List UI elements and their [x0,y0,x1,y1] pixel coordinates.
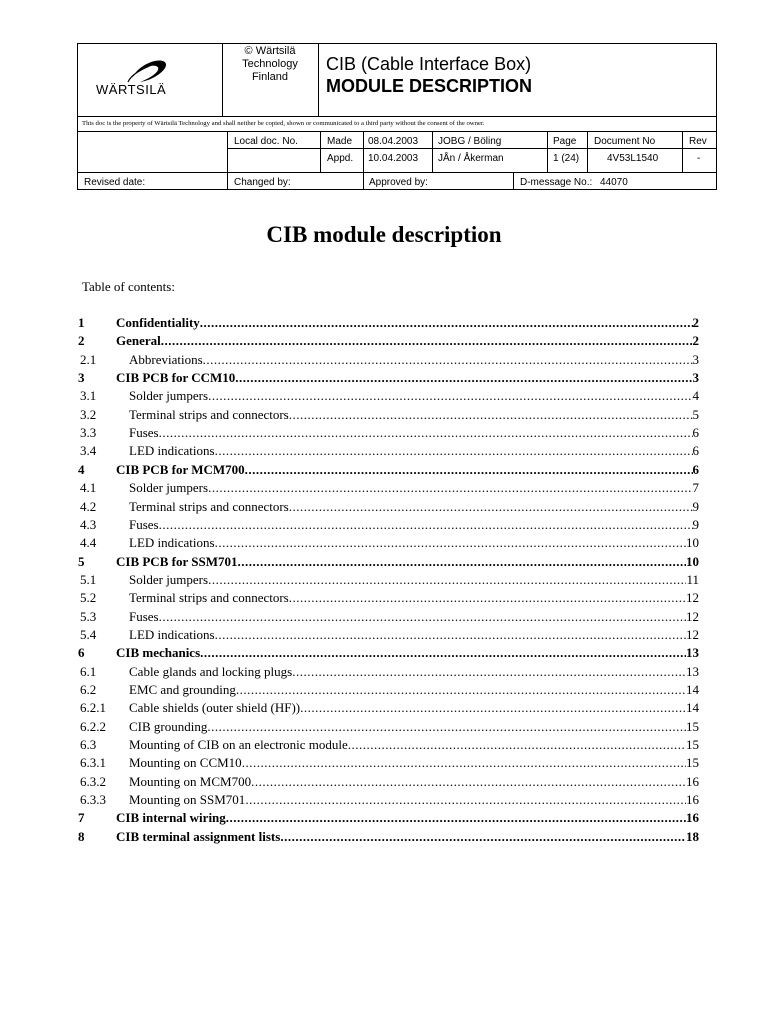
rev-label: Rev [689,136,707,147]
toc-entry-number: 6.3.2 [80,773,106,789]
toc-entry[interactable] [78,424,699,442]
toc-entry-title: Confidentiality [116,315,200,330]
toc-entry[interactable] [78,332,699,350]
toc-leader-dots [348,736,686,754]
toc-entry-number: 5.2 [80,590,97,606]
toc-entry-title: Terminal strips and connectors [129,590,289,606]
toc-entry-title: Terminal strips and connectors [129,406,289,422]
toc-entry-title: Cable glands and locking plugs [129,663,293,679]
toc-entry-page: 6 [692,425,699,441]
company-line-2: Technology [242,58,298,70]
toc-entry-number: 6.3.1 [80,755,106,771]
d-message-value: 44070 [600,177,628,188]
toc-entry[interactable] [78,589,699,607]
toc-entry-title: CIB terminal assignment lists [116,828,281,844]
toc-entry-page: 3 [692,370,699,386]
toc-entry-title: Abbreviations [129,351,203,367]
toc-entry-page: 3 [692,351,699,367]
toc-entry-number: 3 [78,370,85,386]
toc-entry-number: 3.4 [80,443,97,459]
toc-entry[interactable] [78,461,699,479]
toc-entry-number: 4.3 [80,516,97,532]
toc-entry-title: Mounting of CIB on an electronic module [129,737,348,753]
toc-entry-page: 6 [692,461,699,477]
toc-leader-dots [251,773,686,791]
document-no-value: 4V53L1540 [607,153,659,164]
toc-entry-number: 5.3 [80,608,97,624]
toc-entry-page: 18 [686,828,699,844]
toc-entry-title: Fuses [129,425,159,441]
toc-entry-number: 6 [78,645,85,661]
toc-entry[interactable] [78,773,699,791]
toc-entry-number: 5 [78,553,85,569]
toc-entry-number: 3.2 [80,406,97,422]
toc-entry-page: 2 [692,333,699,349]
toc-entry-number: 3.1 [80,388,97,404]
toc-entry-page: 13 [686,645,699,661]
logo-text: WÄRTSILÄ [96,82,167,97]
toc-entry-page: 12 [686,590,699,606]
toc-entry-title: LED indications [129,626,215,642]
toc-entry-page: 16 [686,773,699,789]
approved-by-label: Approved by: [369,177,428,188]
toc-leader-dots [161,332,693,350]
toc-heading: Table of contents: [82,279,175,294]
toc-leader-dots [159,608,686,626]
toc-entry-title: LED indications [129,535,215,551]
appd-date: 10.04.2003 [368,153,419,164]
document-subtitle: MODULE DESCRIPTION [326,76,533,96]
toc-entry-number: 4.2 [80,498,97,514]
toc-entry-page: 11 [686,571,699,587]
toc-leader-dots [208,479,692,497]
local-doc-label: Local doc. No. [234,136,298,147]
toc-leader-dots [236,681,686,699]
toc-entry[interactable] [78,314,699,332]
toc-leader-dots [245,791,686,809]
toc-entry[interactable] [78,736,699,754]
toc-entry-page: 15 [686,718,699,734]
appd-by: JÅn / Åkerman [438,153,504,164]
toc-entry-number: 2 [78,333,85,349]
toc-entry[interactable] [78,387,699,405]
toc-entry[interactable] [78,553,699,571]
logo-swoosh-icon [92,50,202,110]
d-message-label: D-message No.: [520,177,593,188]
toc-entry[interactable] [78,479,699,497]
toc-leader-dots [203,351,693,369]
toc-entry[interactable] [78,534,699,552]
company-line-3: Finland [251,71,289,83]
toc-leader-dots [226,809,686,827]
toc-entry-title: CIB PCB for MCM700 [116,461,245,477]
toc-entry-title: General [116,333,161,349]
toc-entry-number: 5.4 [80,626,97,642]
toc-entry-page: 10 [686,535,699,551]
toc-leader-dots [292,663,686,681]
toc-entry-title: CIB internal wiring [116,810,226,826]
toc-entry-title: Mounting on SSM701 [129,792,246,808]
toc-entry[interactable] [78,809,699,827]
toc-entry-number: 6.2.2 [80,718,106,734]
toc-leader-dots [208,387,692,405]
toc-entry[interactable] [78,681,699,699]
toc-entry-number: 3.3 [80,425,97,441]
toc-entry-page: 15 [686,737,699,753]
toc-entry[interactable] [78,369,699,387]
toc-entry-number: 6.3 [80,737,97,753]
toc-leader-dots [289,589,686,607]
toc-leader-dots [242,754,686,772]
toc-entry-title: Cable shields (outer shield (HF)) [129,700,301,716]
made-by: JOBG / Böling [438,136,502,147]
toc-entry-title: Fuses [129,608,159,624]
toc-leader-dots [200,644,686,662]
toc-entry-page: 15 [686,755,699,771]
wartsila-logo [92,50,202,110]
toc-entry-number: 5.1 [80,571,97,587]
rev-value: - [697,153,701,164]
toc-entry[interactable] [78,663,699,681]
toc-entry-number: 4.1 [80,480,97,496]
toc-entry-page: 16 [686,810,699,826]
toc-entry-page: 9 [692,498,699,514]
toc-entry-page: 2 [692,315,699,330]
toc-entry-title: CIB mechanics [116,645,201,661]
toc-entry[interactable] [78,406,699,424]
appd-label: Appd. [327,153,354,164]
company-line-1: © Wärtsilä [244,45,296,57]
toc-leader-dots [300,699,686,717]
toc-entry-number: 4 [78,461,85,477]
toc-entry[interactable] [78,699,699,717]
toc-entry[interactable] [78,791,699,809]
toc-entry-page: 6 [692,443,699,459]
company-info [222,45,318,84]
toc-entry[interactable] [78,754,699,772]
toc-entry-number: 8 [78,828,85,844]
toc-entry-title: CIB PCB for SSM701 [116,553,238,569]
toc-entry-page: 10 [686,553,699,569]
changed-by-label: Changed by: [234,177,291,188]
toc-entry-title: Solder jumpers [129,480,209,496]
toc-entry-title: CIB grounding [129,718,208,734]
toc-leader-dots [215,534,686,552]
toc-entry[interactable] [78,828,699,846]
toc-leader-dots [235,369,692,387]
toc-entry-number: 1 [78,315,85,330]
toc-leader-dots [159,516,693,534]
toc-entry-title: Terminal strips and connectors [129,498,289,514]
toc-entry-page: 7 [692,480,699,496]
toc-entry-number: 4.4 [80,535,97,551]
toc-entry[interactable] [78,442,699,460]
document-no-label: Document No [594,136,656,147]
toc-entry[interactable] [78,571,699,589]
toc-entry-page: 12 [686,608,699,624]
toc-entry[interactable] [78,718,699,736]
toc-entry-number: 6.2 [80,682,97,697]
toc-entry-page: 12 [686,626,699,642]
toc-entry-page: 5 [692,406,699,422]
toc-entry[interactable] [78,351,699,369]
toc-leader-dots [215,442,693,460]
toc-entry-title: EMC and grounding [129,682,236,697]
toc-entry-page: 9 [692,516,699,532]
toc-entry-title: Mounting on CCM10 [129,755,242,771]
toc-entry[interactable] [78,498,699,516]
toc-entry-title: Mounting on MCM700 [129,773,252,789]
toc-entry-number: 6.2.1 [80,700,106,716]
toc-leader-dots [200,314,693,332]
toc-leader-dots [208,571,686,589]
page-label: Page [553,136,577,147]
toc-entry-number: 2.1 [80,351,97,367]
toc-entry[interactable] [78,608,699,626]
toc-entry-number: 6.3.3 [80,792,106,808]
toc-leader-dots [215,626,686,644]
toc-leader-dots [289,406,693,424]
page-value: 1 (24) [553,153,580,164]
ownership-notice: This doc is the property of Wärtsilä Technology and shall neither be copied, shown or communicated to a third party without the consent of the owner. [82,120,485,127]
toc-entry[interactable] [78,644,699,662]
toc-entry-title: Fuses [129,516,159,532]
toc-entry-page: 14 [686,700,699,716]
made-date: 08.04.2003 [368,136,419,147]
toc-leader-dots [159,424,693,442]
page-title: CIB module description [266,222,502,247]
toc-entry-number: 6.1 [80,663,97,679]
toc-leader-dots [207,718,686,736]
toc-leader-dots [237,553,686,571]
revised-date-label: Revised date: [84,177,146,188]
toc-entry-title: Solder jumpers [129,571,209,587]
toc-entry-title: CIB PCB for CCM10 [116,370,236,386]
toc-entry[interactable] [78,626,699,644]
toc-leader-dots [245,461,693,479]
toc-entry-title: LED indications [129,443,215,459]
toc-leader-dots [289,498,693,516]
toc-entry-number: 7 [78,810,85,826]
document-title: CIB (Cable Interface Box) [326,54,532,74]
toc-leader-dots [280,828,686,846]
toc-entry-page: 4 [692,388,699,404]
toc-entry-page: 13 [686,663,699,679]
toc-entry-title: Solder jumpers [129,388,209,404]
toc-entry-page: 16 [686,792,699,808]
toc-entry-page: 14 [686,682,699,697]
made-label: Made [327,136,353,147]
toc-entry[interactable] [78,516,699,534]
